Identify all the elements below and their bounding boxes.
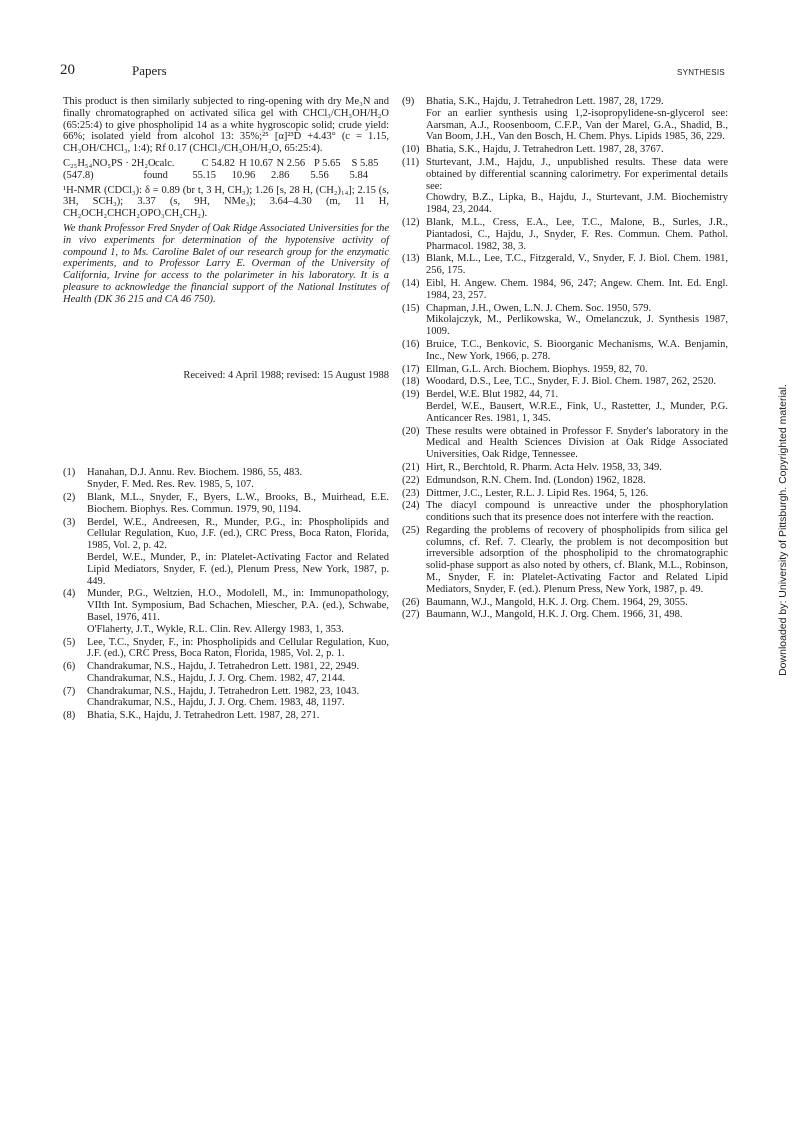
- reference-body: [426, 500, 728, 524]
- journal-name: SYNTHESIS: [676, 68, 725, 77]
- reference-item: [402, 389, 728, 424]
- reference-item: [402, 475, 728, 487]
- reference-line: Snyder, F. Med. Res. Rev. 1985, 5, 107.: [87, 479, 254, 491]
- reference-line: Chowdry, B.Z., Lipka, B., Hajdu, J., Sturtevant, J.M. Biochemistry 1984, 23, 2044.: [426, 192, 728, 216]
- reference-number: (4): [63, 588, 76, 600]
- reference-body: [426, 253, 728, 277]
- reference-number: (26): [402, 596, 420, 608]
- analysis-value: 10.96: [231, 169, 256, 181]
- reference-line: Berdel, W.E. Blut 1982, 44, 71.: [426, 389, 559, 401]
- reference-body: [426, 488, 728, 500]
- reference-body: [426, 462, 728, 474]
- section-name: Papers: [132, 63, 167, 78]
- analysis-calc-row: [63, 158, 389, 170]
- analysis-value: S 5.85: [351, 157, 379, 169]
- reference-body: [426, 96, 728, 143]
- reference-item: [402, 278, 728, 302]
- analysis-value: N 2.56: [276, 157, 306, 169]
- reference-body: [426, 609, 728, 621]
- reference-line: Chapman, J.H., Owen, L.N. J. Chem. Soc. 1950, 579.: [426, 302, 652, 314]
- reference-body: [87, 492, 389, 516]
- reference-line: Bhatia, S.K., Hajdu, J. Tetrahedron Lett. 1987, 28, 1729.: [426, 96, 664, 107]
- reference-line: Chandrakumar, N.S., Hajdu, J. Tetrahedron Lett. 1981, 22, 2949.: [87, 661, 360, 673]
- reference-line: Regarding the problems of recovery of phospholipids from silica gel columns, cf. Ref. 7. Clearly, the problem is not decomposition but irreversible adsorption of the phospholipid to the chromatographic solid-phase support as also noted by others, cf. Blank, M.L., Robinson, M., Snyder, F. in: Platelet-Activating Factor and Related Lipid Mediators, Snyder, F. (ed.). Plenum Press, New York, 1987, p. 49.: [426, 524, 728, 595]
- reference-number: (9): [402, 96, 415, 107]
- reference-line: Blank, M.L., Lee, T.C., Fitzgerald, V., Snyder, F. J. Biol. Chem. 1981, 256, 175.: [426, 253, 728, 277]
- reference-number: (14): [402, 277, 420, 289]
- reference-item: [402, 217, 728, 252]
- reference-number: (5): [63, 636, 76, 648]
- reference-body: [426, 364, 728, 376]
- reference-list-right: [402, 96, 728, 621]
- reference-body: [426, 389, 728, 424]
- reference-item: [402, 144, 728, 156]
- reference-line: Blank, M.L., Snyder, F., Byers, L.W., Brooks, B., Muirhead, E.E. Biochem. Biophys. Res. Commun. 1979, 90, 1194.: [87, 491, 389, 515]
- elemental-analysis: [63, 158, 389, 182]
- reference-line: Hirt, R., Berchtold, R. Pharm. Acta Helv. 1958, 33, 349.: [426, 461, 662, 473]
- reference-body: [426, 376, 728, 388]
- watermark-text: Downloaded by: University of Pittsburgh. Copyrighted material.: [777, 384, 789, 676]
- acknowledgements: We thank Professor Fred Snyder of Oak Ridge Associated Universities for the in vivo experiments for determination of the hypotensive activity of compound 1, to Ms. Caroline Balet of our research group for the enzymatic experiments, and to Professor Larry E. Overman of the University of California, Irvine for access to the polarimeter in his laboratory. It is a pleasure to acknowledge the financial support of the National Institutes of Health (DK 36 215 and CA 46 750).: [63, 222, 389, 305]
- reference-body: [426, 339, 728, 363]
- reference-body: [426, 426, 728, 461]
- reference-body: [426, 157, 728, 216]
- reference-item: [402, 462, 728, 474]
- reference-line: Eibl, H. Angew. Chem. 1984, 96, 247; Angew. Chem. Int. Ed. Engl. 1984, 23, 257.: [426, 277, 728, 301]
- page-number: 20: [60, 62, 75, 78]
- left-column: [63, 96, 389, 723]
- reference-line: Mikolajczyk, M., Perlikowska, W., Omelanczuk, J. Synthesis 1987, 1009.: [426, 314, 728, 338]
- analysis-formula: C₂₅H₅₄NO₅PS · 2H₂O: [63, 157, 156, 169]
- reference-body: [87, 467, 389, 491]
- download-watermark: [776, 380, 790, 680]
- reference-line: Baumann, W.J., Mangold, H.K. J. Org. Chem. 1966, 31, 498.: [426, 609, 683, 621]
- analysis-value: C 54.82: [201, 157, 235, 169]
- analysis-value: H 10.67: [239, 157, 273, 169]
- reference-body: [426, 597, 728, 609]
- reference-item: [402, 96, 728, 143]
- reference-body: [87, 588, 389, 635]
- analysis-value: 2.86: [271, 169, 290, 181]
- reference-number: (18): [402, 376, 420, 388]
- reference-number: (19): [402, 389, 420, 401]
- nmr-data: ¹H-NMR (CDCl₃): δ = 0.89 (br t, 3 H, CH₃); 1.26 [s, 28 H, (CH₂)₁₄]; 2.15 (s, 3H, SCH₃); 3.37 (s, 9H, NMe₃); 3.64–4.30 (m, 11 H, CH₂OCH₂CHCH₂OPO₃CH₂CH₂).: [63, 184, 389, 220]
- analysis-mass: (547.8): [63, 169, 94, 181]
- reference-number: (22): [402, 474, 420, 486]
- reference-line: Munder, P.G., Weltzien, H.O., Modolell, M., in: Immunopathology, VIIth Int. Symposium, Bad Schachen, Miescher, P.A. (ed.), Schwabe, Basel, 1976, 411.: [87, 588, 389, 623]
- reference-item: [402, 339, 728, 363]
- reference-line: Chandrakumar, N.S., Hajdu, J. Tetrahedron Lett. 1982, 23, 1043.: [87, 685, 360, 697]
- analysis-value: 55.15: [192, 169, 216, 181]
- analysis-label: found: [143, 169, 168, 181]
- reference-line: Dittmer, J.C., Lester, R.L. J. Lipid Res. 1964, 5, 126.: [426, 487, 649, 499]
- reference-number: (21): [402, 461, 420, 473]
- reference-item: [63, 661, 389, 685]
- reference-number: (23): [402, 487, 420, 499]
- reference-item: [402, 303, 728, 338]
- reference-item: [402, 488, 728, 500]
- reference-number: (11): [402, 156, 420, 168]
- reference-line: Chandrakumar, N.S., Hajdu, J. J. Org. Chem. 1983, 48, 1197.: [87, 697, 345, 709]
- reference-body: [426, 303, 728, 338]
- experimental-paragraph: This product is then similarly subjected to ring-opening with dry Me₃N and finally chromatographed on activated silica gel with CHCl₃/CH₃OH/H₂O (65:25:4) to give phospholipid 14 as a white hygroscopic solid; crude yield: 66%; isolated yield from alcohol 13: 35%;²⁵ [α]²³D +4.43° (c = 1.15, CH₃OH/CHCl₃, 1:4); Rf 0.17 (CHCl₃/CH₃OH/H₂O, 65:25:4).: [63, 96, 389, 155]
- reference-body: [87, 637, 389, 661]
- reference-line: Chandrakumar, N.S., Hajdu, J. J. Org. Chem. 1982, 47, 2144.: [87, 672, 346, 684]
- reference-body: [426, 217, 728, 252]
- reference-item: [63, 492, 389, 516]
- reference-line: Woodard, D.S., Lee, T.C., Snyder, F. J. Biol. Chem. 1987, 262, 2520.: [426, 376, 717, 388]
- reference-number: (27): [402, 609, 420, 621]
- reference-item: [402, 157, 728, 216]
- reference-body: [426, 525, 728, 596]
- reference-item: [402, 253, 728, 277]
- reference-item: [402, 597, 728, 609]
- reference-line: Ellman, G.L. Arch. Biochem. Biophys. 1959, 82, 70.: [426, 363, 648, 375]
- reference-item: [402, 500, 728, 524]
- reference-item: [402, 525, 728, 596]
- reference-line: Berdel, W.E., Bausert, W.R.E., Fink, U., Rastetter, J., Munder, P.G. Anticancer Res. 1981, 1, 345.: [426, 400, 728, 424]
- reference-list-left: [63, 467, 389, 722]
- reference-number: (10): [402, 144, 420, 156]
- reference-line: Bhatia, S.K., Hajdu, J. Tetrahedron Lett. 1987, 28, 271.: [87, 710, 320, 722]
- reference-number: (15): [402, 302, 420, 314]
- reference-item: [63, 517, 389, 588]
- reference-item: [63, 686, 389, 710]
- reference-body: [426, 144, 728, 156]
- reference-line: Lee, T.C., Snyder, F., in: Phospholipids and Cellular Regulation, Kuo, J.F. (ed.), CRC Press, Boca Raton, Florida, 1985, Vol. 2, p. 1.: [87, 636, 389, 660]
- reference-line: Blank, M.L., Cress, E.A., Lee, T.C., Malone, B., Surles, J.R., Piantadosi, C., Hajdu, J., Snyder, F. Res. Commun. Chem. Pathol. Pharmacol. 1982, 38, 3.: [426, 216, 728, 252]
- reference-line: O'Flaherty, J.T., Wykle, R.L. Clin. Rev. Allergy 1983, 1, 353.: [87, 623, 344, 635]
- reference-line: Edmundson, R.N. Chem. Ind. (London) 1962, 1828.: [426, 474, 646, 486]
- reference-line: Baumann, W.J., Mangold, H.K. J. Org. Chem. 1964, 29, 3055.: [426, 596, 688, 608]
- reference-line: Sturtevant, J.M., Hajdu, J., unpublished results. These data were obtained by differential scanning calorimetry. For experimental details see:: [426, 156, 728, 192]
- reference-body: [87, 686, 389, 710]
- reference-line: These results were obtained in Professor F. Snyder's laboratory in the Medical and Health Sciences Division at Oak Ridge Associated Universities, Oak Ridge, Tennessee.: [426, 425, 728, 461]
- reference-number: (25): [402, 524, 420, 536]
- reference-number: (17): [402, 363, 420, 375]
- analysis-value: 5.84: [349, 169, 369, 181]
- reference-number: (12): [402, 216, 420, 228]
- reference-line: Bhatia, S.K., Hajdu, J. Tetrahedron Lett. 1987, 28, 3767.: [426, 144, 664, 156]
- reference-line: Berdel, W.E., Andreesen, R., Munder, P.G., in: Phospholipids and Cellular Regulation, Kuo, J.F. (ed.), CRC Press, Boca Raton, Florida, 1985, Vol. 2, p. 42.: [87, 516, 389, 552]
- reference-number: (16): [402, 338, 420, 350]
- reference-number: (2): [63, 491, 76, 503]
- reference-number: (1): [63, 467, 76, 479]
- reference-body: [426, 278, 728, 302]
- reference-number: (3): [63, 516, 76, 528]
- reference-item: [402, 376, 728, 388]
- reference-number: (7): [63, 685, 76, 697]
- received-date: Received: 4 April 1988; revised: 15 August 1988: [183, 369, 389, 381]
- reference-line: The diacyl compound is unreactive under the phosphorylation conditions such that its presence does not interfere with the reaction.: [426, 500, 728, 524]
- reference-line: Hanahan, D.J. Annu. Rev. Biochem. 1986, 55, 483.: [87, 467, 303, 479]
- reference-line: Bruice, T.C., Benkovic, S. Bioorganic Mechanisms, W.A. Benjamin, Inc., New York, 1966, p. 278.: [426, 338, 728, 362]
- analysis-value: 5.56: [310, 169, 329, 181]
- reference-line: For an earlier synthesis using 1,2-isopropylidene-sn-glycerol see: Aarsman, A.J., Roosenboom, C.F.P., Van der Marel, G.A., Shadid, B., Van Boom, J.H., Van den Bosch, H. Chem. Phys. Lipids 1985, 36, 229.: [426, 107, 728, 143]
- analysis-value: P 5.65: [314, 157, 341, 169]
- reference-item: [63, 467, 389, 491]
- reference-body: [87, 661, 389, 685]
- reference-body: [87, 710, 389, 722]
- analysis-label: calc.: [155, 157, 175, 169]
- reference-item: [63, 588, 389, 635]
- reference-number: (13): [402, 253, 420, 265]
- reference-body: [87, 517, 389, 588]
- analysis-found-row: [63, 170, 389, 182]
- right-column: [402, 96, 728, 622]
- reference-item: [402, 609, 728, 621]
- reference-item: [63, 637, 389, 661]
- reference-line: Berdel, W.E., Munder, P., in: Platelet-Activating Factor and Related Lipid Mediators, Snyder, F. (ed.), Plenum Press, New York, 1987, p. 449.: [87, 551, 389, 587]
- page-header: [60, 62, 725, 82]
- reference-item: [402, 364, 728, 376]
- reference-item: [63, 710, 389, 722]
- reference-number: (20): [402, 425, 420, 437]
- reference-number: (24): [402, 500, 420, 512]
- reference-number: (6): [63, 661, 76, 673]
- reference-number: (8): [63, 710, 76, 722]
- reference-item: [402, 426, 728, 461]
- reference-body: [426, 475, 728, 487]
